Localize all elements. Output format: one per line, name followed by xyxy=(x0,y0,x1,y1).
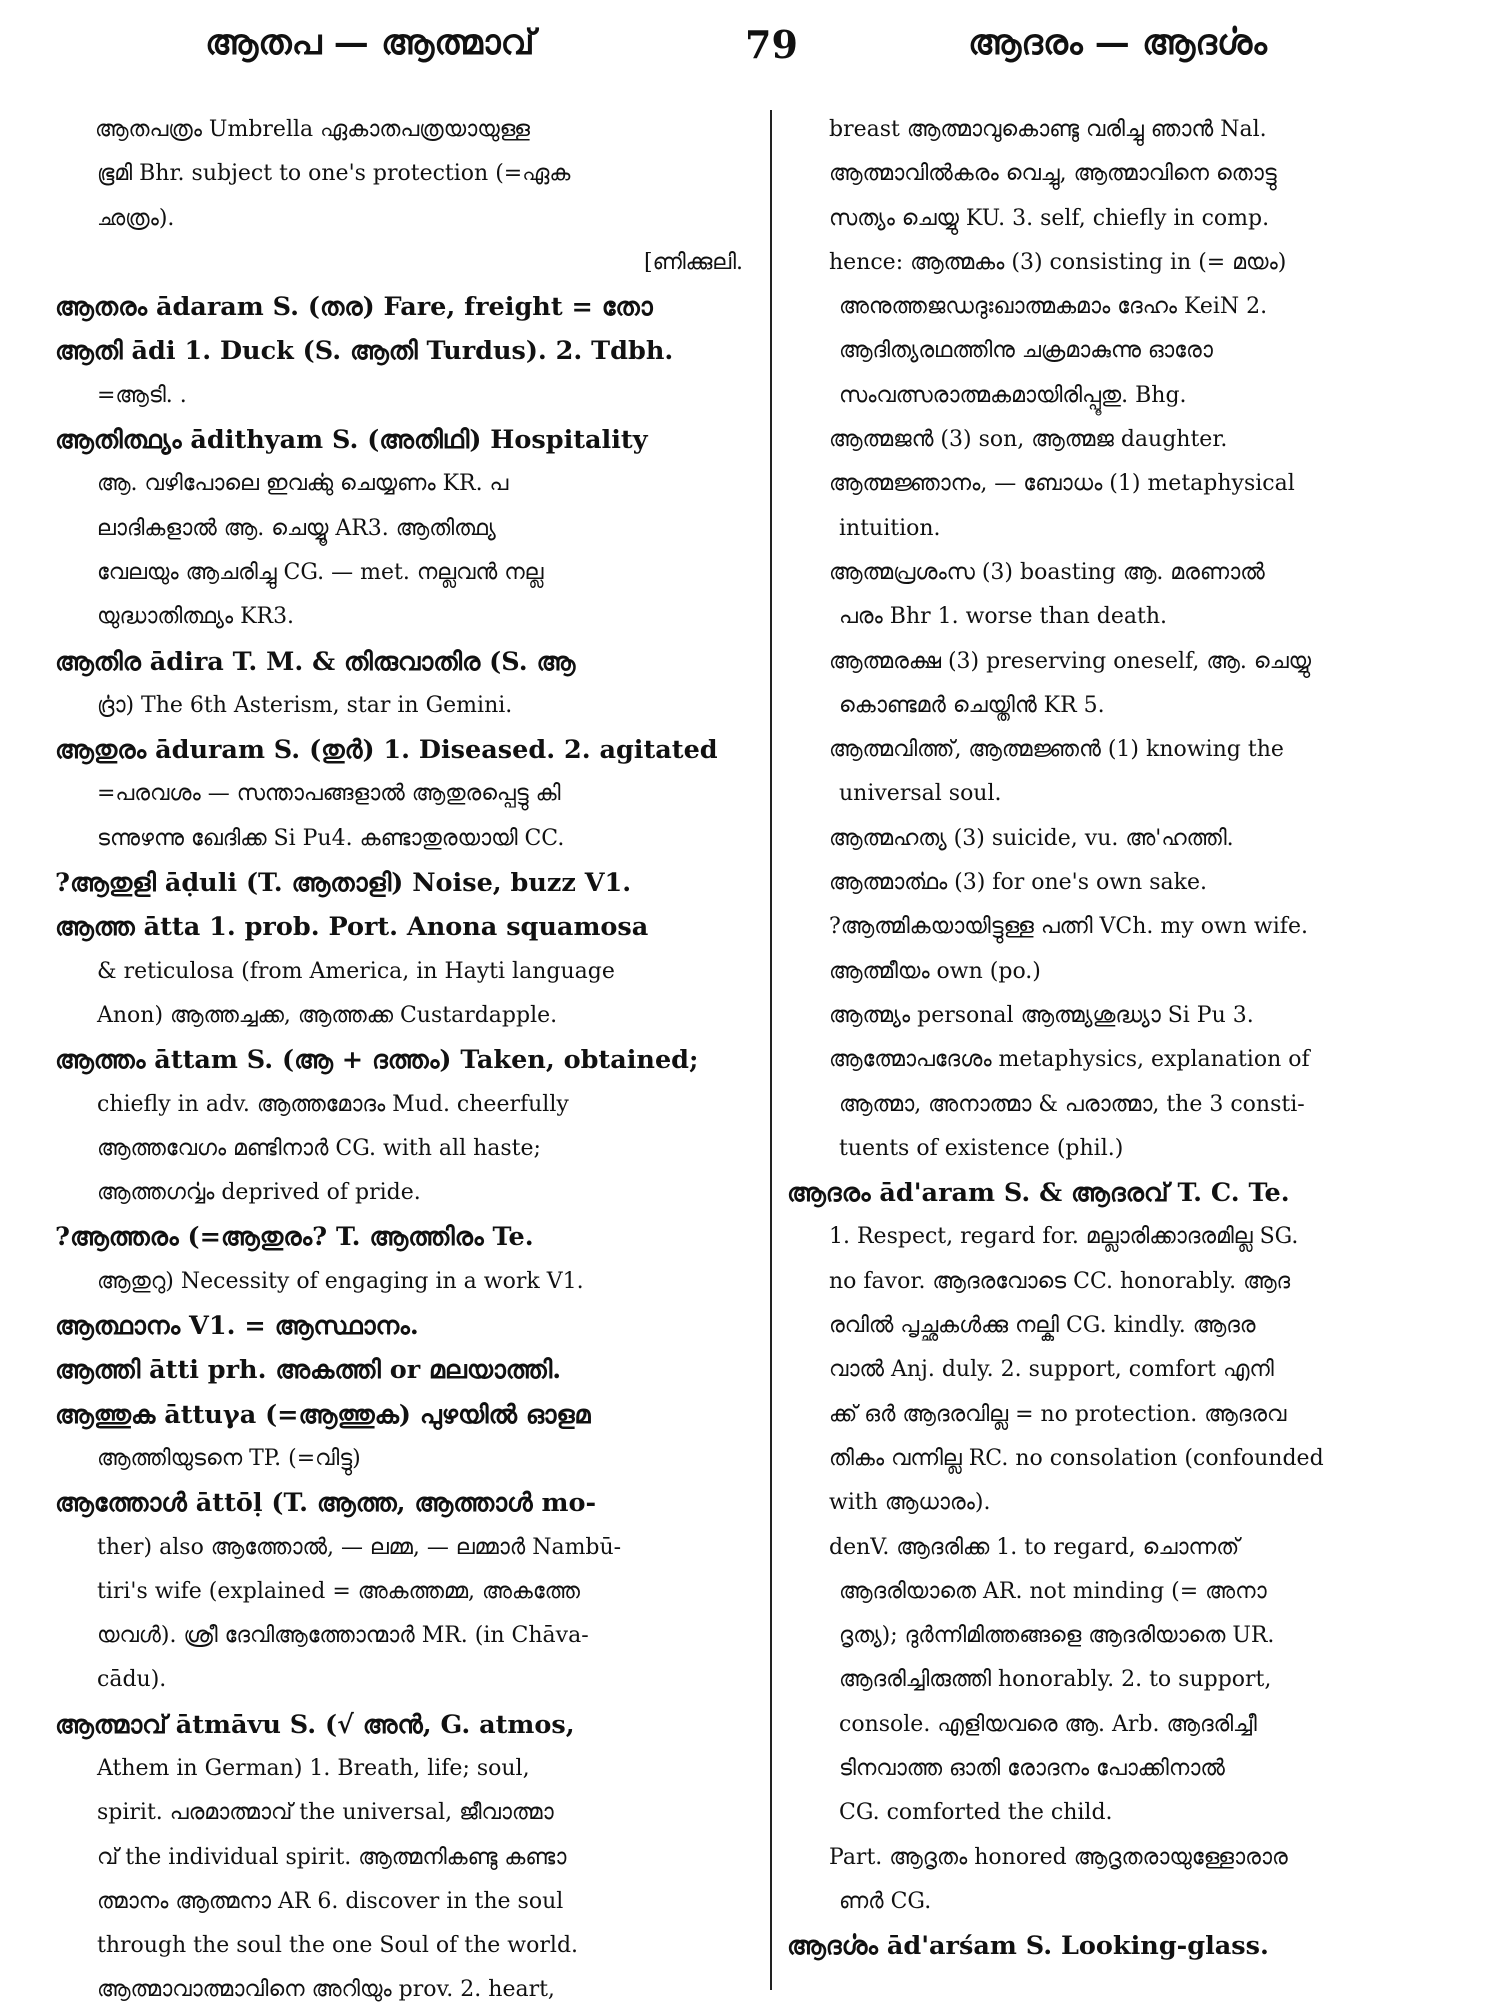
entry-line: അനുത്തജഡദുഃഖാത്മകമാം ദേഹം KeiN 2. xyxy=(839,294,1268,320)
entry-line: ആത്തഗൎവ്വം deprived of pride. xyxy=(97,1180,421,1206)
entry-headword-line: ആതിര ādira T. M. & തിരുവാതിര (S. ആ xyxy=(55,646,576,677)
entry-line: ടന്നുഴന്നു ഖേദിക്ക Si Pu4. കണ്ടാതുരയായി CC. xyxy=(97,825,565,851)
entry-line: സംവത്സരാത്മകമായിരിപ്പൂതു. Bhg. xyxy=(839,382,1187,408)
entry-line: ഛത്രം). xyxy=(97,205,175,231)
entry-line: & reticulosa (from America, in Hayti language xyxy=(97,958,615,984)
entry-headword-line: ആത്ത ātta 1. prob. Port. Anona squamosa xyxy=(55,912,649,943)
entry-headword-line: ആതി ādi 1. Duck (S. ആതി Turdus). 2. Tdbh. xyxy=(55,336,674,367)
entry-line: പരം Bhr 1. worse than death. xyxy=(839,604,1168,630)
entry-line: ആത്മാവാത്മാവിനെ അറിയും prov. 2. heart, xyxy=(97,1977,555,2003)
entry-line: no favor. ആദരവോടെ CC. honorably. ആദ xyxy=(829,1268,1291,1294)
entry-line: ആത്മ്യം personal ആത്മ്യശുദ്ധ്യാ Si Pu 3. xyxy=(829,1002,1254,1028)
entry-line: Anon) ആത്തച്ചക്ക, ആത്തക്ക Custardapple. xyxy=(97,1002,558,1028)
entry-line: ലാദികളാൽ ആ. ചെയ്യൂ AR3. ആതിത്ഥ്യ xyxy=(97,515,496,541)
entry-line: =പരവശം — സന്താപങ്ങളാൽ ആതുരപ്പെട്ടു കി xyxy=(97,781,561,807)
entry-line: ആത്മാൎത്ഥം (3) for one's own sake. xyxy=(829,870,1207,896)
entry-line: ആത്മവിത്ത്, ആത്മജ്ഞൻ (1) knowing the xyxy=(829,737,1284,763)
entry-line: cādu). xyxy=(97,1667,167,1693)
entry-line: CG. comforted the child. xyxy=(839,1800,1113,1826)
entry-line: ther) also ആത്തോൽ, — ലമ്മ, — ലമ്മാർ Nambū- xyxy=(97,1534,622,1560)
entry-line: ആദിത്യരഥത്തിനു ചക്രമാകുന്നു ഓരോ xyxy=(839,338,1213,364)
entry-line: ആത്തിയുടനെ TP. (=വിട്ടു) xyxy=(97,1445,361,1471)
entry-headword-line: ?ആതുളി āḍuli (T. ആതാളി) Noise, buzz V1. xyxy=(55,868,632,899)
entry-headword-line: ആത്ഥാനം V1. = ആസ്ഥാനം. xyxy=(55,1311,419,1342)
entry-line: [ണിക്കുലി. xyxy=(643,249,743,275)
entry-line: ണർ CG. xyxy=(839,1888,932,1914)
entry-line: കൊണ്ടമർ ചെയ്തിൻ KR 5. xyxy=(839,692,1105,718)
entry-line: intuition. xyxy=(839,515,941,541)
entry-line: ആത്മപ്രശംസ (3) boasting ആ. മരണാൽ xyxy=(829,559,1265,585)
entry-line: ആതപത്രം Umbrella ഏകാതപത്രയായുള്ള xyxy=(95,117,531,142)
right-column xyxy=(787,108,1477,1968)
entry-headword-line: ആദരം ād'aram S. & ആദരവ് T. C. Te. xyxy=(787,1178,1290,1209)
entry-line: universal soul. xyxy=(839,781,1002,807)
page-number: 79 xyxy=(745,22,798,67)
entry-line: hence: ആത്മകം (3) consisting in (= മയം) xyxy=(829,249,1287,275)
entry-headword-line: ആത്തോൾ āttōḷ (T. ആത്ത, ആത്താൾ mo- xyxy=(55,1488,597,1519)
entry-line: Athem in German) 1. Breath, life; soul, xyxy=(97,1755,530,1781)
entry-line: ആത്മജൻ (3) son, ആത്മജ daughter. xyxy=(829,427,1228,453)
entry-line: ടിനവാത്ത ഓതി രോദനം പോക്കിനാൽ xyxy=(839,1755,1225,1781)
entry-line: chiefly in adv. ആത്തമോദം Mud. cheerfully xyxy=(97,1091,569,1117)
page-header xyxy=(0,22,1500,92)
entry-line: ആ. വഴിപോലെ ഇവൎക്കു ചെയ്യണം KR. പ xyxy=(97,471,509,497)
entry-line: ആത്മീയം own (po.) xyxy=(829,958,1041,984)
entry-line: ആത്മോപദേശം metaphysics, explanation of xyxy=(829,1047,1310,1073)
entry-line: ആത്മരക്ഷ (3) preserving oneself, ആ. ചെയ്യു xyxy=(829,648,1311,674)
entry-headword-line: ആത്തുക āttuγa (=ആത്തുക) പുഴയിൽ ഓളമ xyxy=(55,1399,591,1430)
entry-line: ക്ക് ഒർ ആദരവില്ല = no protection. ആദരവ xyxy=(829,1401,1287,1427)
entry-line: tuents of existence (phil.) xyxy=(839,1135,1124,1161)
entry-line: ൎദ്രാ) The 6th Asterism, star in Gemini. xyxy=(97,692,513,718)
entry-line: ആദരിച്ചിരുത്തി honorably. 2. to support, xyxy=(839,1667,1272,1693)
entry-line: with ആധാരം). xyxy=(829,1490,991,1516)
entry-line: ആതുറു) Necessity of engaging in a work V1. xyxy=(97,1268,584,1294)
entry-line: ഭൂമി Bhr. subject to one's protection (=ഏക xyxy=(97,161,571,187)
entry-line: ദൃത്യ); ദുർന്നിമിത്തങ്ങളെ ആദരിയാതെ UR. xyxy=(839,1623,1275,1649)
entry-headword-line: ആതുരം āduram S. (തുർ) 1. Diseased. 2. agitated xyxy=(55,735,718,766)
entry-line: വാൽ Anj. duly. 2. support, comfort എനി xyxy=(829,1357,1274,1383)
entry-line: ആത്മഹത്യ (3) suicide, vu. അ'ഹത്തി. xyxy=(829,825,1234,851)
entry-line: spirit. പരമാത്മാവ് the universal, ജീവാത്മാ xyxy=(97,1800,554,1826)
entry-line: 1. Respect, regard for. മല്ലാരിക്കാദരമില്ല SG. xyxy=(829,1224,1299,1250)
column-divider xyxy=(770,110,772,1990)
entry-headword-line: ആതിത്ഥ്യം ādithyam S. (അതിഥി) Hospitality xyxy=(55,425,648,456)
entry-line: യവൾ). ശ്രീ ദേവിആത്തോന്മാർ MR. (in Chāva- xyxy=(97,1623,589,1649)
entry-line: tiri's wife (explained = അകത്തമ്മ, അകത്തേ xyxy=(97,1578,580,1604)
entry-line: തികം വന്നില്ല RC. no consolation (confounded xyxy=(829,1445,1324,1471)
entry-line: ആത്തവേഗം മണ്ടിനാർ CG. with all haste; xyxy=(97,1135,541,1161)
entry-line: through the soul the one Soul of the world. xyxy=(97,1933,579,1959)
entry-line: സത്യം ചെയ്യു KU. 3. self, chiefly in comp. xyxy=(829,205,1270,231)
entry-line: ആത്മജ്ഞാനം, — ബോധം (1) metaphysical xyxy=(829,471,1295,497)
entry-line: denV. ആദരിക്ക 1. to regard, ചൊന്നത് xyxy=(829,1534,1240,1560)
entry-line: breast ആത്മാവുകൊണ്ടു വരിച്ചു ഞാൻ Nal. xyxy=(829,117,1267,142)
entry-headword-line: ?ആത്തരം (=ആതുരം? T. ആത്തിരം Te. xyxy=(55,1222,534,1253)
entry-headword-line: ആത്മാവ് ātmāvu S. (√ അൻ, G. atmos, xyxy=(55,1709,575,1740)
entry-headword-line: ആദൎശം ād'arśam S. Looking-glass. xyxy=(787,1931,1269,1962)
entry-line: രവിൽ പൃച്ഛകൾക്കു നല്കി CG. kindly. ആദര xyxy=(829,1313,1256,1339)
entry-line: Part. ആദൃതം honored ആദൃതരായുള്ളോരാര xyxy=(829,1844,1288,1870)
entry-headword-line: ആതരം ādaram S. (തര) Fare, freight = തോ xyxy=(55,292,653,323)
entry-line: ആദരിയാതെ AR. not minding (= അനാ xyxy=(839,1578,1267,1604)
entry-line: ?ആത്മികയായിട്ടുള്ള പത്നി VCh. my own wife. xyxy=(829,914,1308,940)
entry-line: യുദ്ധാതിത്ഥ്യം KR3. xyxy=(97,604,295,630)
running-head-right: ആദരം — ആദൎശം xyxy=(968,22,1267,63)
entry-line: ത്മാനം ആത്മനാ AR 6. discover in the soul xyxy=(97,1888,564,1914)
entry-line: console. എളിയവരെ ആ. Arb. ആദരിച്ചീ xyxy=(839,1711,1257,1737)
entry-headword-line: ആത്തി ātti prh. അകത്തി or മലയാത്തി. xyxy=(55,1355,562,1386)
entry-line: വേലയും ആചരിച്ചു CG. — met. നല്ലവൻ നല്ല xyxy=(97,559,544,585)
entry-line: ആത്മാവിൽകരം വെച്ചു, ആത്മാവിനെ തൊട്ടു xyxy=(829,161,1277,187)
entry-headword-line: ആത്തം āttam S. (ആ + ദത്തം) Taken, obtained; xyxy=(55,1045,699,1076)
entry-line: =ആടി. . xyxy=(97,382,187,408)
running-head-left: ആതപ — ആത്മാവ് xyxy=(205,22,535,63)
left-column xyxy=(55,108,755,2013)
entry-line: ആത്മാ, അനാത്മാ & പരാത്മാ, the 3 consti- xyxy=(839,1091,1305,1117)
entry-line: വ് the individual spirit. ആത്മനികണ്ടു കണ്ടാ xyxy=(97,1844,567,1870)
